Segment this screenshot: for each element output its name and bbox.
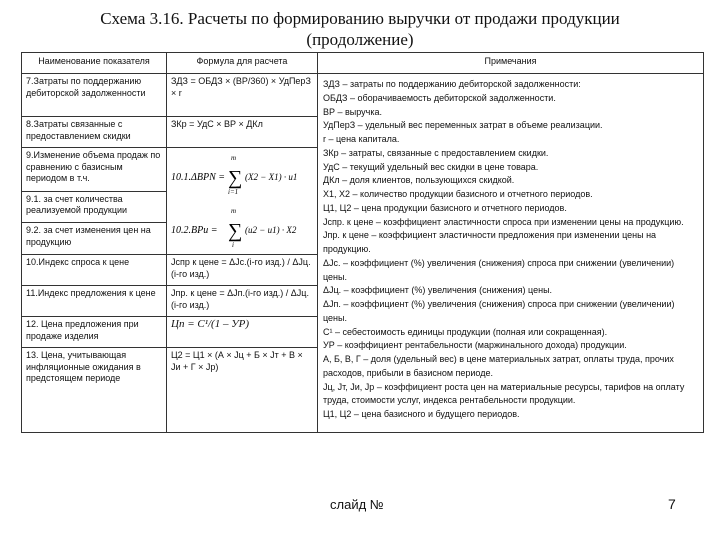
indicator-name: 13. Цена, учитывающая инфляционные ожидания в предстоящем периоде <box>22 348 167 433</box>
formula-text: ЗДЗ = ОБДЗ × (ВР/360) × УдПерЗ × r <box>167 74 318 117</box>
note-line: УдС – текущий удельный вес скидки в цене товара. <box>323 161 539 172</box>
indicator-name: 12. Цена предложения при продаже изделия <box>22 317 167 348</box>
formula-text: Jпр. к цене = ΔJп.(i-го изд.) / ΔJц.(i-го изд.) <box>167 286 318 317</box>
note-line: ЗКр – затраты, связанные с предоставлением скидки. <box>323 147 549 158</box>
formula-text: Jспр к цене = ΔJс.(i-го изд.) / ΔJц.(i-го изд.) <box>167 255 318 286</box>
table-row <box>22 74 704 117</box>
header-formula: Формула для расчета <box>167 53 318 74</box>
note-line: X1, X2 – количество продукции базисного и отчетного периодов. <box>323 189 593 199</box>
note-line: С¹ – себестоимость единицы продукции (полная или сокращенная). <box>323 326 608 337</box>
note-line: Ц1, Ц2 – цена базисного и будущего периодов. <box>323 409 520 419</box>
formula-text: Ц2 = Ц1 × (А × Jц + Б × Jт + В × Jи + Г × Jр) <box>167 348 318 433</box>
note-line: А, Б, В, Г – доля (удельный вес) в цене материальных затрат, оплаты труда, прочих расходов, прибыли в базисном периоде. <box>323 354 674 378</box>
slide-label: слайд № <box>330 497 384 512</box>
note-line: ЗДЗ – затраты по поддержанию дебиторской задолженности: <box>323 79 581 89</box>
indicator-name: 11.Индекс предложения к цене <box>22 286 167 317</box>
sum-lower-index: i=1 <box>228 188 239 196</box>
note-line: Jц, Jт, Jи, Jр – коэффициент роста цен на материальные ресурсы, тарифов на оплату труда, стоимости услуг, индекса рентабельности продукции. <box>323 381 685 406</box>
note-line: ΔJц. – коэффициент (%) увеличения (снижения) цены. <box>323 285 553 296</box>
note-line: ΔJс. – коэффициент (%) увеличения (снижения) спроса при снижении (увеличении) цены. <box>323 257 675 282</box>
sum-formulas-graphic <box>171 150 305 252</box>
sum-lower-index: i <box>232 241 234 249</box>
note-line: Ц1, Ц2 – цена продукции базисного и отчетного периодов. <box>323 202 567 213</box>
note-line: Jспр. к цене – коэффициент эластичности спроса при изменении цены на продукцию. <box>323 216 684 227</box>
indicator-name: 10.Индекс спроса к цене <box>22 255 167 286</box>
indicator-name: 9.1. за счет количества реализуемой продукции <box>22 191 167 223</box>
note-line: Jпр. к цене – коэффициент эластичности предложения при изменении цены на продукцию. <box>323 230 657 254</box>
sum-upper-index: m <box>231 207 237 215</box>
note-line: ВР – выручка. <box>323 106 382 117</box>
title-line-2: (продолжение) <box>306 30 414 49</box>
page-number: 7 <box>668 496 676 512</box>
note-line: ΔJп. – коэффициент (%) увеличения (снижения) спроса при снижении (увеличении) цены. <box>323 299 675 323</box>
sum-sign-icon: ∑ <box>228 167 243 189</box>
header-row <box>22 53 704 74</box>
formula-body: (X2 − X1) · u1 <box>245 172 298 182</box>
indicator-name: 7.Затраты по поддержанию дебиторской задолженности <box>22 74 167 117</box>
calculation-table <box>21 52 704 433</box>
indicator-name: 9.2. за счет изменения цен на продукцию <box>22 223 167 255</box>
formula-label: 10.2.ВРu = <box>171 225 218 236</box>
formula-label: 10.1.ΔВРN = <box>171 172 226 183</box>
header-notes: Примечания <box>318 53 704 74</box>
title-line-1: Схема 3.16. Расчеты по формированию выручки от продажи продукции <box>100 9 620 28</box>
page-title <box>40 8 680 50</box>
formula-text: ЗКр = УдС × ВР × ДКл <box>167 117 318 148</box>
formula-text: Цп = С¹/(1 – УР) <box>167 317 318 348</box>
note-line: ДКл – доля клиентов, пользующихся скидкой. <box>323 175 515 186</box>
sum-formulas-cell <box>167 148 318 255</box>
notes-cell <box>318 74 704 433</box>
header-indicator: Наименование показателя <box>22 53 167 74</box>
sum-sign-icon: ∑ <box>228 220 243 242</box>
formula-body: (u2 − u1) · X2 <box>245 225 297 235</box>
note-line: r – цена капитала. <box>323 134 400 144</box>
sum-upper-index: m <box>231 154 237 162</box>
note-line: УР – коэффициент рентабельности (маржинального дохода) продукции. <box>323 340 627 351</box>
indicator-name: 9.Изменение объема продаж по сравнению с базисным периодом в т.ч. <box>22 148 167 192</box>
note-line: УдПерЗ – удельный вес переменных затрат в объеме реализации. <box>323 120 603 131</box>
indicator-name: 8.Затраты связанные с предоставлением скидки <box>22 117 167 148</box>
note-line: ОБДЗ – оборачиваемость дебиторской задолженности. <box>323 92 556 103</box>
